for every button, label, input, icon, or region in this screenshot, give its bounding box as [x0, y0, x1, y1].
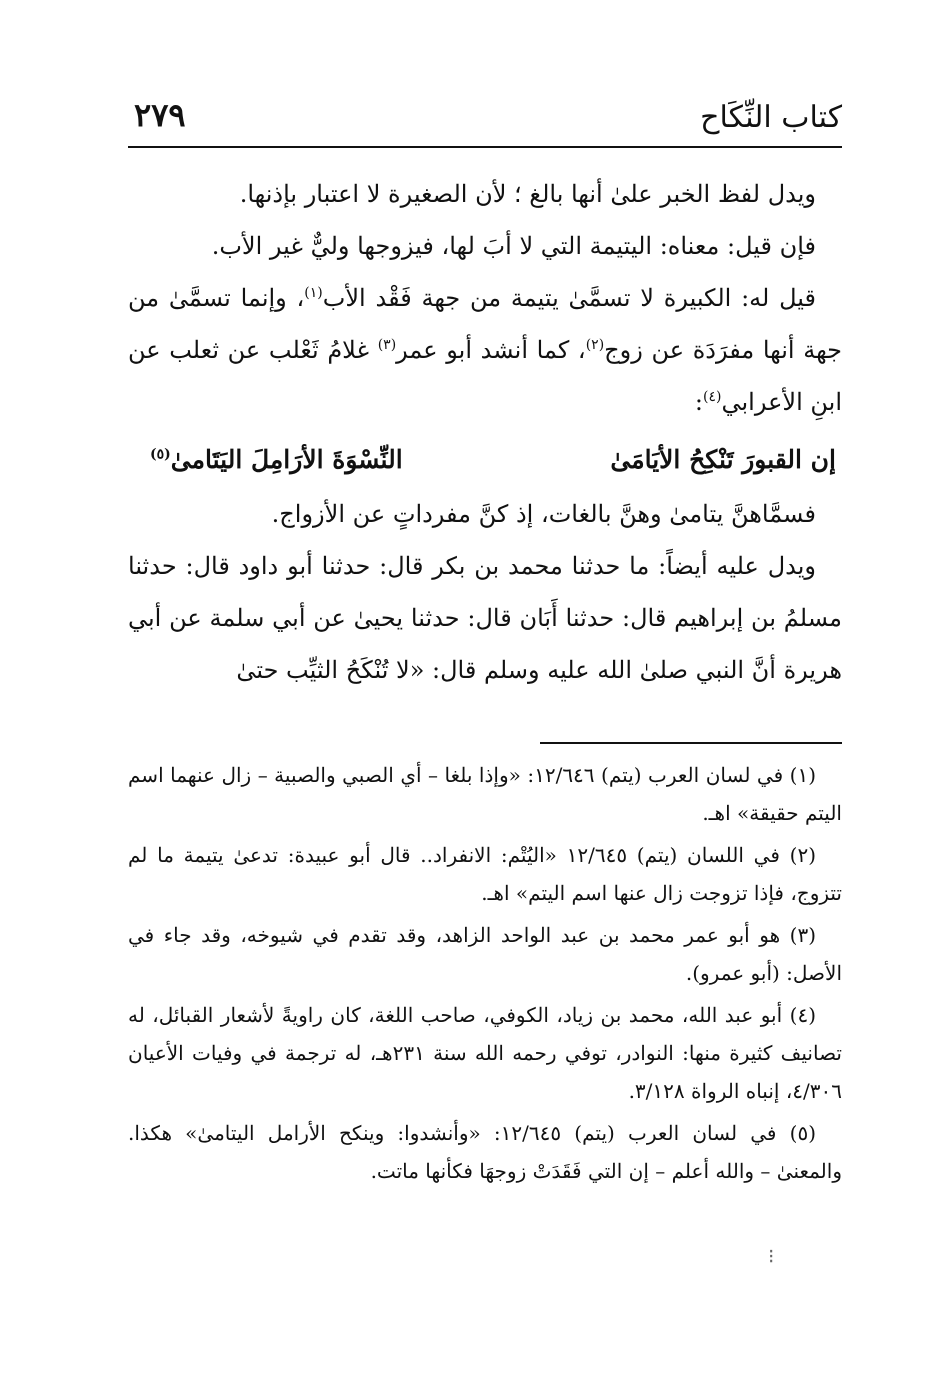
- verse-hemistich-1: إن القبورَ تَنْكِحُ الأيَامَىٰ: [610, 445, 836, 474]
- footnote-ref-2: (٢): [585, 337, 605, 353]
- footnote-ref-4: (٤): [703, 389, 722, 405]
- footnote-4: (٤) أبو عبد الله، محمد بن زياد، الكوفي، صاحب اللغة، كان راويةً لأشعار القبائل، له تصانيف كثيرة منها: النوادر، توفي رحمه الله سنة ٢٣١هـ، له ترجمة في وفيات الأعيان ٤/٣٠٦، إنباه الرواة ٣/١٢٨.: [128, 1003, 842, 1103]
- paragraph-3-part-2: ، وإنما تسمَّىٰ من جهة أنها مفرَدَة عن زوج: [128, 284, 843, 364]
- paragraph-4: فسمَّاهنَّ يتامىٰ وهنَّ بالغات، إذ كنَّ مفرداتٍ عن الأزواج.: [271, 500, 816, 528]
- footnote-separator: [540, 742, 842, 744]
- scan-mark: ⁝: [768, 1244, 775, 1268]
- main-text: [128, 168, 842, 696]
- verse-hemistich-2: [150, 432, 403, 488]
- footnote-3: (٣) هو أبو عمر محمد بن عبد الواحد الزاهد، وقد تقدم في شيوخه، وقد جاء في الأصل: (أبو عمرو).: [128, 923, 842, 985]
- paragraph-3: [128, 272, 842, 428]
- paragraph-3-part-3: ، كما أنشد أبو عمر: [396, 336, 586, 364]
- paragraph-3-part-1: قيل له: الكبيرة لا تسمَّىٰ يتيمة من جهة فَقْد الأب: [322, 284, 816, 312]
- paragraph-2: فإن قيل: معناه: اليتيمة التي لا أبَ لها، فيزوجها وليٌّ غير الأب.: [211, 232, 816, 260]
- footnote-ref-5: (٥): [150, 446, 171, 463]
- page-header: [128, 92, 842, 148]
- paragraph-5: ويدل عليه أيضاً: ما حدثنا محمد بن بكر قال: حدثنا أبو داود قال: حدثنا مسلمُ بن إبراهيم قال: حدثنا أَبَان قال: حدثنا يحيىٰ عن أبي سلمة عن أبي هريرة أنَّ النبي صلىٰ الله عليه وسلم قال: «لا تُنْكَحُ الثيِّب حتىٰ: [128, 552, 842, 684]
- page-number: ٢٧٩: [134, 96, 186, 134]
- poetry-verse: [128, 432, 842, 488]
- footnote-ref-3: (٣): [377, 337, 397, 353]
- verse-hemistich-2-text: النِّسْوَةَ الأرَامِلَ اليَتَامىٰ: [170, 445, 403, 474]
- footnotes: [128, 756, 842, 1194]
- footnote-ref-1: (١): [304, 285, 323, 301]
- paragraph-1: ويدل لفظ الخبر علىٰ أنها بالغ ؛ لأن الصغيرة لا اعتبار بإذنها.: [239, 180, 816, 208]
- footnote-2: (٢) في اللسان (يتم) ١٢/٦٤٥ «اليُتْم: الانفراد.. قال أبو عبيدة: تدعىٰ يتيمة ما لم تتزوج، فإذا تزوجت زال عنها اسم اليتم» اهـ.: [128, 843, 842, 905]
- paragraph-3-part-5: :: [694, 388, 704, 416]
- chapter-title: كتاب النِّكَاح: [700, 100, 842, 135]
- paragraph-3-part-4: غلامُ ثَعْلب عن ثعلب عن ابنِ الأعرابي: [128, 336, 842, 416]
- footnote-5: (٥) في لسان العرب (يتم) ١٢/٦٤٥: «وأنشدوا: وينكح الأرامل اليتامىٰ» هكذا. والمعنىٰ – والله أعلم – إن التي فَقَدَتْ زوجهَا فكأنها ماتت.: [128, 1121, 842, 1183]
- footnote-1: (١) في لسان العرب (يتم) ١٢/٦٤٦: «وإذا بلغا – أي الصبي والصبية – زال عنهما اسم اليتم حقيقة» اهـ.: [128, 763, 842, 825]
